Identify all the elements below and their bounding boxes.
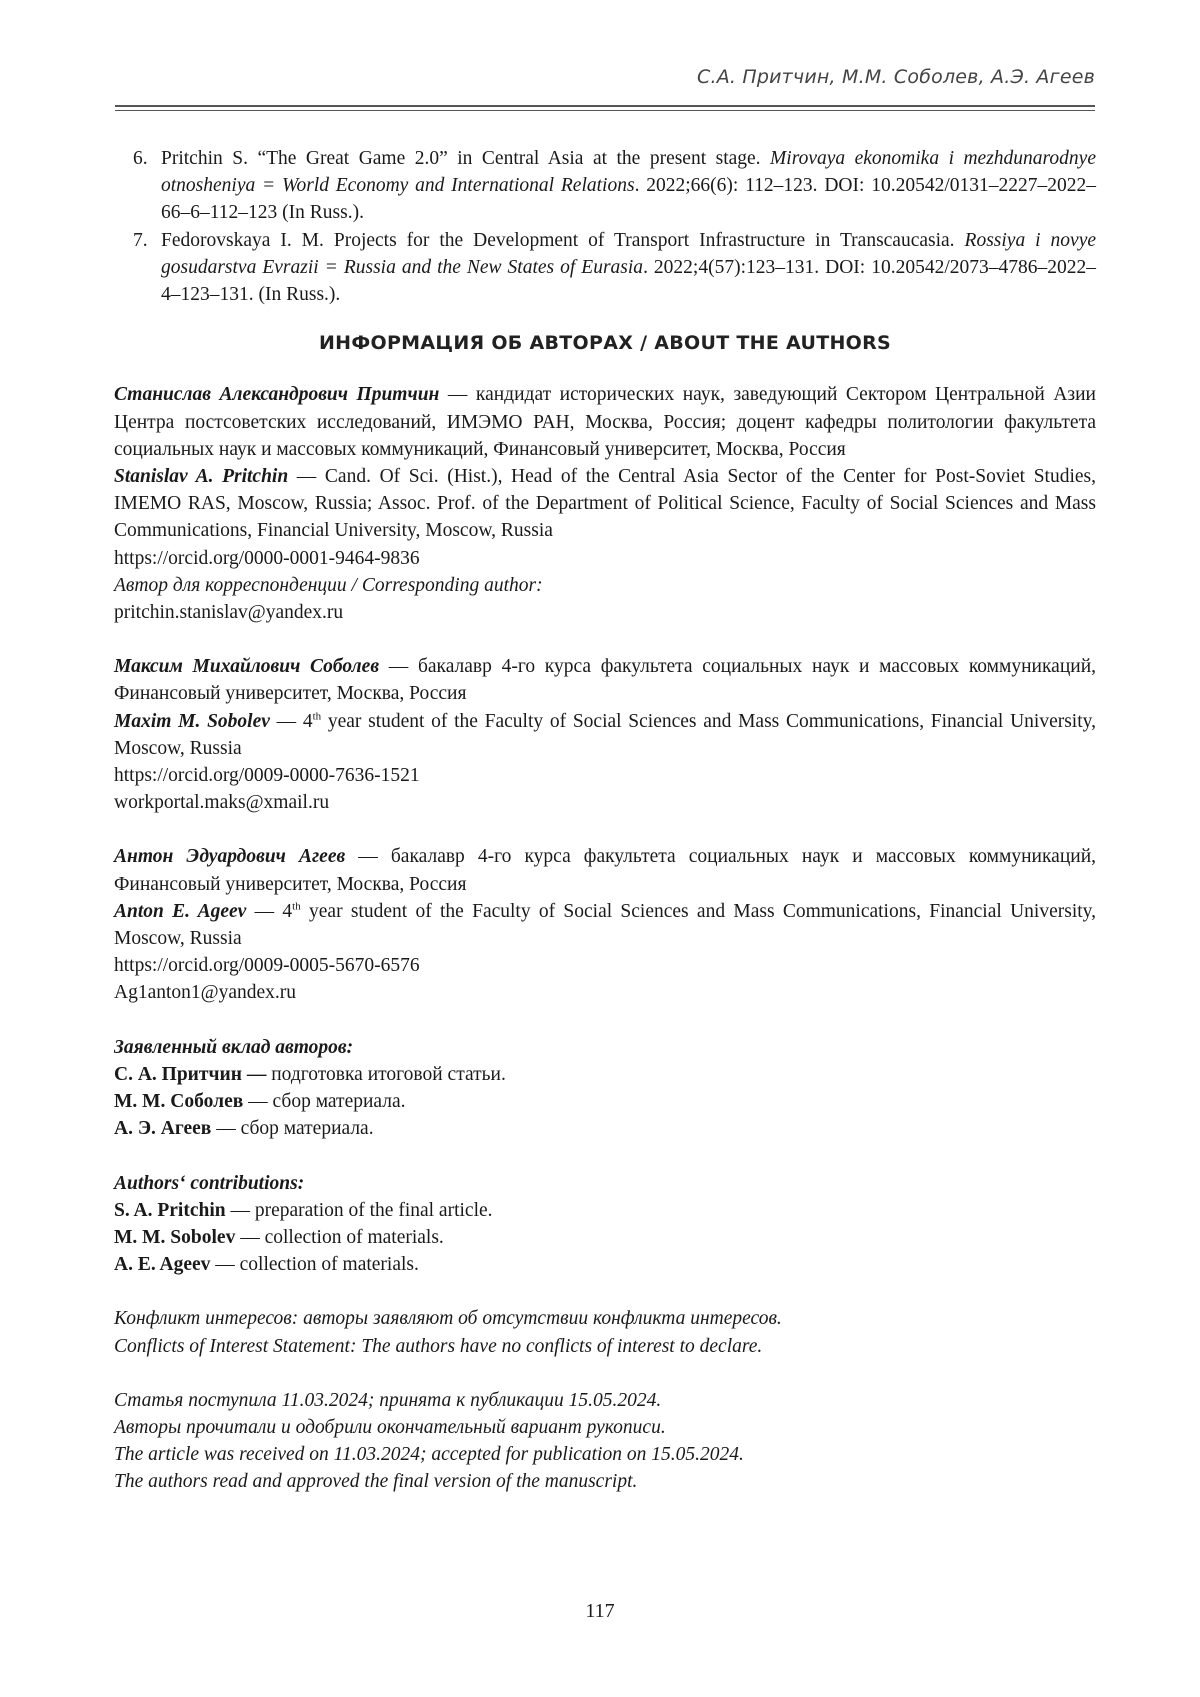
section-title: ИНФОРМАЦИЯ ОБ АВТОРАХ / ABOUT THE AUTHORS [114, 330, 1096, 357]
author-ru-desc: — бакалавр 4-го курса факультета социальных наук и массовых коммуникаций, Финансовый университет, Москва, Россия [114, 656, 1096, 704]
contribution-name: С. А. Притчин — [114, 1064, 266, 1085]
article-dates [114, 1387, 1096, 1496]
author-ru [114, 843, 1096, 897]
reference-text: Fedorovskaya I. M. Projects for the Development of Transport Infrastructure in Transcaucasia. [161, 230, 965, 251]
contributions-en [114, 1170, 1096, 1279]
author-orcid-link[interactable]: https://orcid.org/0000-0001-9464-9836 [114, 545, 1096, 572]
contribution-item [114, 1197, 1096, 1224]
author-en-pre: — 4 [246, 901, 292, 922]
contribution-name: S. A. Pritchin [114, 1200, 226, 1221]
author-block [114, 843, 1096, 1006]
contribution-item [114, 1224, 1096, 1251]
author-block [114, 381, 1096, 626]
conflicts-en: Conflicts of Interest Statement: The authors have no conflicts of interest to declare. [114, 1333, 1096, 1360]
author-en-pre: — 4 [270, 711, 313, 732]
corresponding-label: Автор для корреспонденции / Corresponding author: [114, 572, 1096, 599]
author-block [114, 653, 1096, 816]
contribution-name: M. M. Sobolev [114, 1227, 235, 1248]
received-en: The article was received on 11.03.2024; accepted for publication on 15.05.2024. [114, 1441, 1096, 1468]
author-ru-desc: — кандидат исторических наук, заведующий Сектором Центральной Азии Центра постсоветских исследований, ИМЭМО РАН, Москва, Россия; доцент кафедры политологии факультета социальных наук и массовых коммуникаций, Финансовый университет, Москва, Россия [114, 384, 1096, 459]
author-ru-name: Антон Эдуардович Агеев [114, 846, 345, 867]
approved-ru: Авторы прочитали и одобрили окончательный вариант рукописи. [114, 1414, 1096, 1441]
author-ru [114, 381, 1096, 463]
author-en-desc: year student of the Faculty of Social Sciences and Mass Communications, Financial University, Moscow, Russia [114, 901, 1096, 949]
contribution-name: А. Э. Агеев [114, 1118, 211, 1139]
reference-details: . 2022;66(6): 112–123. DOI: 10.20542/0131–2227–2022–66–6–112–123 (In Russ.). [161, 175, 1096, 223]
page-content [114, 145, 1096, 1523]
contribution-text: — preparation of the final article. [226, 1200, 493, 1221]
author-email-link[interactable]: Ag1anton1@yandex.ru [114, 979, 1096, 1006]
contributions-title: Заявленный вклад авторов: [114, 1034, 1096, 1061]
reference-journal: Mirovaya ekonomika i mezhdunarodnye otnosheniya = World Economy and International Relations [161, 148, 1096, 196]
contribution-text: — сбор материала. [211, 1118, 373, 1139]
header-rule [115, 105, 1095, 111]
reference-number: 7. [133, 227, 148, 254]
author-en-desc: — Cand. Of Sci. (Hist.), Head of the Central Asia Sector of the Center for Post-Soviet Studies, IMEMO RAS, Moscow, Russia; Assoc. Prof. of the Department of Political Science, Faculty of Social Sciences and Mass Communications, Financial University, Moscow, Russia [114, 466, 1096, 541]
author-orcid-link[interactable]: https://orcid.org/0009-0005-5670-6576 [114, 952, 1096, 979]
contribution-text: — collection of materials. [235, 1227, 443, 1248]
conflicts-ru: Конфликт интересов: авторы заявляют об отсутствии конфликта интересов. [114, 1305, 1096, 1332]
page-number: 117 [0, 1600, 1200, 1623]
reference-item [114, 227, 1096, 309]
reference-journal: Rossiya i novye gosudarstva Evrazii = Russia and the New States of Eurasia [161, 230, 1096, 278]
author-en [114, 898, 1096, 952]
author-ru-name: Максим Михайлович Соболев [114, 656, 379, 677]
author-orcid-link[interactable]: https://orcid.org/0009-0000-7636-1521 [114, 762, 1096, 789]
reference-number: 6. [133, 145, 148, 172]
ordinal-suffix: th [313, 710, 322, 722]
author-en-name: Anton E. Ageev [114, 901, 246, 922]
contribution-name: М. М. Соболев [114, 1091, 243, 1112]
contribution-text: — сбор материала. [243, 1091, 405, 1112]
author-ru-name: Станислав Александрович Притчин [114, 384, 439, 405]
author-en-desc: year student of the Faculty of Social Sciences and Mass Communications, Financial University, Moscow, Russia [114, 711, 1096, 759]
approved-en: The authors read and approved the final version of the manuscript. [114, 1468, 1096, 1495]
author-en [114, 708, 1096, 762]
reference-list [114, 145, 1096, 308]
conflicts-statement [114, 1305, 1096, 1359]
author-en-name: Maxim M. Sobolev [114, 711, 270, 732]
author-en-name: Stanislav A. Pritchin [114, 466, 288, 487]
author-email-link[interactable]: workportal.maks@xmail.ru [114, 789, 1096, 816]
contribution-text: подготовка итоговой статьи. [266, 1064, 506, 1085]
author-email-link[interactable]: pritchin.stanislav@yandex.ru [114, 599, 1096, 626]
reference-text: Pritchin S. “The Great Game 2.0” in Central Asia at the present stage. [161, 148, 770, 169]
author-ru [114, 653, 1096, 707]
running-head: С.А. Притчин, М.М. Соболев, А.Э. Агеев [697, 66, 1095, 88]
contribution-name: A. E. Ageev [114, 1254, 210, 1275]
contribution-item [114, 1115, 1096, 1142]
author-en [114, 463, 1096, 545]
contribution-item [114, 1251, 1096, 1278]
contribution-text: — collection of materials. [210, 1254, 418, 1275]
contributions-title: Authors‘ contributions: [114, 1170, 1096, 1197]
contribution-item [114, 1061, 1096, 1088]
contributions-ru [114, 1034, 1096, 1143]
received-ru: Статья поступила 11.03.2024; принята к публикации 15.05.2024. [114, 1387, 1096, 1414]
reference-item [114, 145, 1096, 227]
contribution-item [114, 1088, 1096, 1115]
author-ru-desc: — бакалавр 4-го курса факультета социальных наук и массовых коммуникаций, Финансовый университет, Москва, Россия [114, 846, 1096, 894]
reference-details: . 2022;4(57):123–131. DOI: 10.20542/2073–4786–2022–4–123–131. (In Russ.). [161, 257, 1096, 305]
ordinal-suffix: th [292, 900, 301, 912]
